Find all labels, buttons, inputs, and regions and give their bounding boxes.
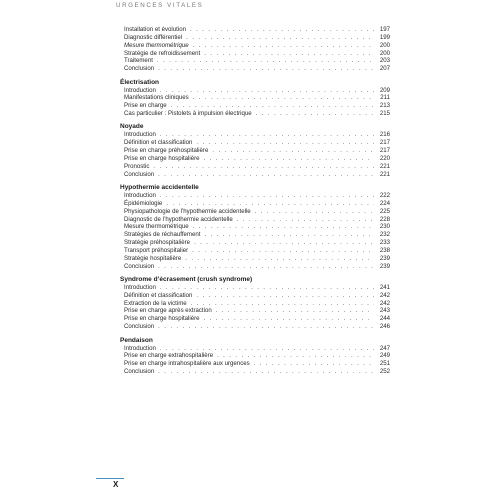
table-of-contents	[120, 26, 390, 376]
toc-entry-page: 243	[379, 307, 390, 315]
toc-entry	[120, 315, 390, 323]
toc-entry-page: 213	[379, 102, 390, 110]
toc-entry-title: Introduction	[124, 344, 156, 352]
toc-entry-page: 239	[379, 262, 390, 270]
toc-entry-page: 251	[379, 360, 390, 368]
toc-entry	[120, 87, 390, 95]
toc-entry-page: 252	[379, 368, 390, 376]
page-number: X	[113, 480, 119, 489]
dot-leader	[160, 284, 374, 292]
toc-entry-page: 246	[379, 323, 390, 331]
toc-entry	[120, 323, 390, 331]
dot-leader	[254, 360, 374, 368]
toc-entry-title: Conclusion	[124, 65, 155, 73]
dot-leader	[191, 300, 374, 308]
dot-leader	[212, 147, 374, 155]
toc-entry-page: 199	[379, 33, 390, 41]
dot-leader	[158, 263, 374, 271]
toc-sections	[120, 78, 390, 376]
dot-leader	[160, 87, 374, 95]
toc-entry-page: 228	[379, 215, 390, 223]
section-title: Pendaison	[120, 336, 153, 344]
toc-entry-page: 215	[379, 110, 390, 118]
toc-entry	[120, 65, 390, 73]
toc-entry-page: 200	[379, 41, 390, 49]
toc-entry-page: 222	[379, 192, 390, 199]
toc-entry-page: 216	[379, 131, 390, 139]
toc-entry	[120, 94, 390, 102]
dot-leader	[196, 292, 374, 300]
toc-entry-page: 209	[379, 86, 390, 94]
dot-leader	[217, 352, 374, 360]
dot-leader	[160, 131, 374, 139]
dot-leader	[237, 216, 374, 224]
section-title: Syndrome d’écrasement (crush syndrome)	[120, 275, 253, 283]
toc-entry	[120, 239, 390, 247]
toc-entry-title: Stratégie préhospitalière	[124, 239, 191, 247]
footer-rule	[96, 478, 124, 479]
toc-entry	[120, 57, 390, 65]
dot-leader	[256, 110, 374, 118]
toc-entry-title: Pronostic	[124, 162, 150, 170]
toc-entry-page: 220	[379, 154, 390, 162]
toc-section	[120, 183, 390, 270]
toc-continuation	[120, 26, 390, 73]
dot-leader	[194, 239, 374, 247]
section-title: Électrisation	[120, 78, 160, 86]
toc-entry-page: 233	[379, 239, 390, 247]
toc-entry-page: 225	[379, 207, 390, 215]
dot-leader	[171, 102, 374, 110]
toc-entry	[120, 163, 390, 171]
toc-entry	[120, 102, 390, 110]
toc-entry	[120, 131, 390, 139]
dot-leader	[255, 208, 374, 216]
toc-entry-page: 224	[379, 199, 390, 207]
toc-entry-title: Prise en charge hospitalière	[124, 315, 200, 323]
dot-leader	[193, 94, 374, 102]
dot-leader	[158, 368, 374, 376]
toc-entry	[120, 345, 390, 353]
toc-entry-page: 221	[379, 162, 390, 170]
toc-entry-title: Mesure thermométrique	[124, 41, 189, 49]
toc-entry-page: 249	[379, 352, 390, 360]
toc-entry	[120, 50, 390, 58]
dot-leader	[186, 34, 374, 42]
toc-entry-title: Prise en charge préhospitalière	[124, 147, 209, 155]
toc-entry-title: Diagnostic de l’hypothermie accidentelle	[124, 215, 233, 223]
toc-entry-title: Prise en charge après extraction	[124, 307, 212, 315]
toc-entry-title: Cas particulier : Pistolets à impulsion électrique	[124, 110, 252, 118]
dot-leader	[158, 65, 374, 73]
toc-entry-title: Épidémiologie	[124, 199, 163, 207]
dot-leader	[193, 42, 374, 50]
toc-entry	[120, 368, 390, 376]
toc-entry	[120, 110, 390, 118]
toc-entry-page: 241	[379, 283, 390, 291]
toc-entry-page: 207	[379, 65, 390, 73]
toc-entry	[120, 255, 390, 263]
toc-entry-title: Conclusion	[124, 368, 155, 376]
toc-entry-title: Traitement	[124, 57, 153, 65]
toc-entry-title: Conclusion	[124, 323, 155, 331]
dot-leader	[196, 139, 374, 147]
toc-entry-title: Transport préhospitalier	[124, 246, 189, 254]
toc-entry-page: 217	[379, 147, 390, 155]
toc-section	[120, 275, 390, 331]
toc-entry-title: Stratégie hospitalière	[124, 254, 182, 262]
toc-entry	[120, 208, 390, 216]
toc-entry	[120, 155, 390, 163]
toc-entry	[120, 307, 390, 315]
toc-entry-title: Installation et évolution	[124, 26, 186, 33]
toc-entry-page: 217	[379, 139, 390, 147]
toc-entry-title: Prise en charge intrahospitalière aux urgences	[124, 360, 250, 368]
section-title: Hypothermie accidentelle	[120, 184, 199, 191]
dot-leader	[204, 50, 374, 58]
toc-entry-title: Mesure thermométrique	[124, 223, 189, 231]
toc-section	[120, 78, 390, 118]
dot-leader	[158, 323, 374, 331]
toc-section	[120, 336, 390, 376]
dot-leader	[153, 163, 374, 171]
toc-entry-page: 244	[379, 315, 390, 323]
dot-leader	[190, 26, 374, 34]
toc-section	[120, 122, 390, 178]
toc-entry	[120, 292, 390, 300]
toc-entry-page: 242	[379, 291, 390, 299]
toc-entry-page: 200	[379, 49, 390, 57]
toc-entry-title: Introduction	[124, 86, 156, 94]
toc-entry-title: Manifestations cliniques	[124, 94, 189, 102]
toc-entry	[120, 216, 390, 224]
toc-entry-title: Conclusion	[124, 262, 155, 270]
toc-entry	[120, 223, 390, 231]
toc-entry-title: Introduction	[124, 192, 156, 199]
toc-entry	[120, 139, 390, 147]
dot-leader	[160, 192, 374, 200]
toc-entry-page: 232	[379, 231, 390, 239]
toc-entry-page: 230	[379, 223, 390, 231]
toc-entry	[120, 192, 390, 200]
toc-entry-page: 197	[379, 26, 390, 33]
toc-entry	[120, 284, 390, 292]
dot-leader	[158, 171, 374, 179]
toc-entry	[120, 200, 390, 208]
toc-entry-page: 211	[380, 94, 390, 102]
toc-entry	[120, 263, 390, 271]
dot-leader	[160, 345, 374, 353]
dot-leader	[192, 247, 374, 255]
toc-entry	[120, 231, 390, 239]
dot-leader	[193, 223, 374, 231]
toc-entry-page: 221	[379, 170, 390, 178]
toc-entry	[120, 34, 390, 42]
toc-entry-title: Conclusion	[124, 170, 155, 178]
toc-entry-page: 203	[379, 57, 390, 65]
toc-entry-title: Définition et classification	[124, 291, 193, 299]
toc-entry	[120, 300, 390, 308]
toc-entry-page: 238	[379, 246, 390, 254]
toc-entry	[120, 352, 390, 360]
section-title: Noyade	[120, 123, 144, 131]
toc-entry	[120, 171, 390, 179]
toc-entry-title: Prise en charge hospitalière	[124, 154, 200, 162]
toc-entry-title: Stratégies de réchauffement	[124, 231, 201, 239]
toc-entry	[120, 247, 390, 255]
toc-entry-title: Physiopathologie de l’hypothermie accidentelle	[124, 207, 251, 215]
dot-leader	[166, 200, 374, 208]
toc-entry-title: Introduction	[124, 131, 156, 139]
toc-entry-title: Prise en charge	[124, 102, 167, 110]
toc-entry	[120, 147, 390, 155]
toc-entry-title: Extraction de la victime	[124, 299, 187, 307]
dot-leader	[216, 307, 374, 315]
toc-entry	[120, 42, 390, 50]
dot-leader	[157, 57, 374, 65]
toc-entry	[120, 360, 390, 368]
toc-entry	[120, 26, 390, 34]
toc-entry-title: Diagnostic différentiel	[124, 33, 183, 41]
toc-entry-page: 239	[379, 254, 390, 262]
toc-entry-title: Introduction	[124, 283, 156, 291]
toc-entry-page: 242	[379, 299, 390, 307]
running-head: URGENCES VITALES	[116, 2, 204, 9]
dot-leader	[185, 255, 374, 263]
toc-entry-title: Stratégie de refroidissement	[124, 49, 201, 57]
dot-leader	[204, 231, 374, 239]
toc-entry-title: Définition et classification	[124, 139, 193, 147]
toc-entry-page: 247	[379, 344, 390, 352]
toc-entry-title: Prise en charge extrahospitalière	[124, 352, 214, 360]
dot-leader	[204, 315, 374, 323]
dot-leader	[204, 155, 374, 163]
